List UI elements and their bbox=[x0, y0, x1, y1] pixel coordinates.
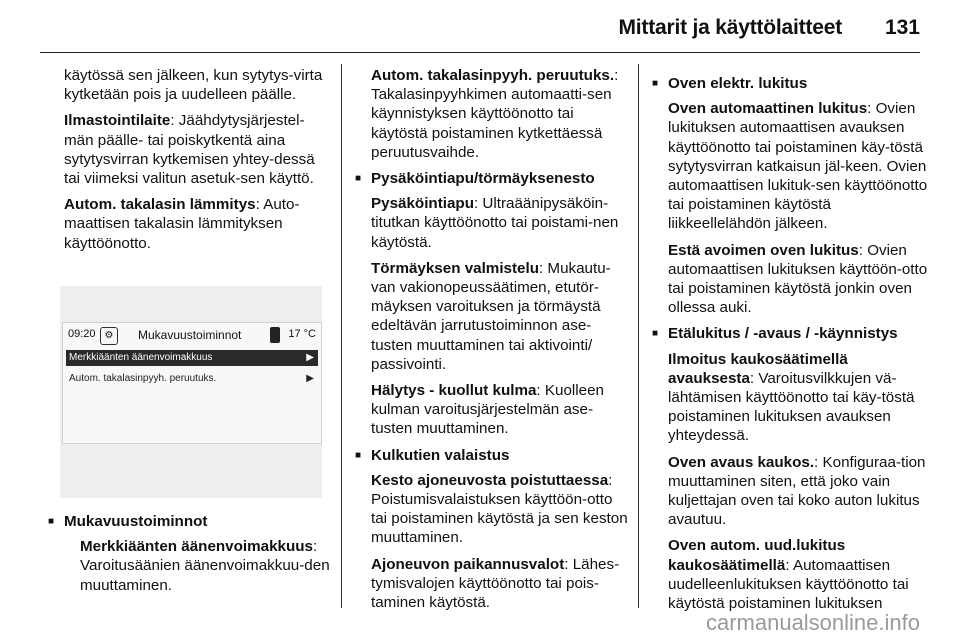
menu-item-label: Autom. takalasinpyyh. peruutuks. bbox=[69, 373, 217, 384]
page-title: Mittarit ja käyttölaitteet bbox=[618, 16, 842, 39]
term: Törmäyksen valmistelu bbox=[371, 259, 539, 277]
term: Oven avaus kaukos. bbox=[668, 453, 815, 471]
paragraph bbox=[652, 453, 928, 530]
description: : Varoitusvilkkujen vä-lähtämisen käyttöönotto tai käy-töstä poistaminen lukituksen avauksen yhteydessä. bbox=[668, 369, 915, 445]
header-divider bbox=[40, 52, 920, 53]
text-column-3 bbox=[652, 66, 928, 620]
paragraph bbox=[64, 537, 332, 595]
watermark: carmanualsonline.info bbox=[705, 610, 920, 635]
text-column-1 bbox=[64, 66, 332, 260]
paragraph bbox=[355, 194, 630, 252]
paragraph bbox=[355, 381, 630, 439]
paragraph: käytössä sen jälkeen, kun sytytys-virta kytketään pois ja uudelleen päälle. bbox=[64, 67, 323, 104]
display-title: Mukavuustoiminnot bbox=[138, 328, 242, 342]
description: : Konfiguraa-tion muuttaminen siten, että joko vain kuljettajan oven tai koko auton lukitus avautuu. bbox=[668, 453, 926, 529]
section-heading: ■ Pysäköintiapu/törmäyksenesto bbox=[371, 169, 630, 188]
chevron-right-icon: ▶ bbox=[306, 373, 314, 384]
term: Autom. takalasinpyyh. peruutuks. bbox=[371, 67, 615, 84]
section-heading: ■ Oven elektr. lukitus bbox=[668, 74, 928, 93]
description: : Mukautu-van vakionopeussäätimen, etutör-mäyksen varoituksen ja törmäystä edeltävän jarrutustoiminnon ase-tusten muuttaminen tai aktivointi/ passivointi. bbox=[371, 259, 611, 373]
description: : Auto-maattisen takalasin lämmityksen käyttöönotto. bbox=[64, 196, 300, 252]
description: : Ovien lukituksen automaattisen avauksen käyttöönotto tai poistaminen käy-töstä sytytysvirran katkaisun jäl-keen. Ovien automaattisen lukituk-sen käyttöönotto tai poistaminen käytöstä liikkeellelähdön jälkeen. bbox=[668, 100, 928, 233]
column-divider bbox=[341, 64, 342, 608]
paragraph bbox=[355, 259, 630, 374]
description: : Kuolleen kulman varoitusjärjestelmän ase-tusten muuttaminen. bbox=[371, 382, 604, 438]
text-column-2 bbox=[355, 66, 630, 619]
description: : Poistumisvalaistuksen käyttöön-otto tai poistaminen käytöstä ja sen keston muuttaminen. bbox=[371, 471, 628, 547]
display-time: 09:20 bbox=[68, 328, 96, 340]
term: Hälytys - kuollut kulma bbox=[371, 382, 537, 400]
section-heading: ■ Mukavuustoiminnot bbox=[64, 512, 332, 531]
text-column-1-lower bbox=[64, 512, 332, 602]
paragraph bbox=[355, 471, 630, 548]
term: Ajoneuvon paikannusvalot bbox=[371, 555, 565, 573]
term: Estä avoimen oven lukitus bbox=[668, 241, 859, 259]
display-illustration bbox=[60, 286, 322, 498]
term: Autom. takalasin lämmitys bbox=[64, 196, 256, 214]
display-menu-item bbox=[66, 371, 318, 387]
term: Ilmastointilaite bbox=[64, 112, 171, 130]
settings-icon: ⚙ bbox=[100, 327, 118, 345]
description: : Automaattisen uudelleenlukituksen käyttöönotto tai käytöstä poistaminen lukituksen bbox=[668, 556, 909, 613]
page-header bbox=[0, 0, 960, 52]
description: : Ultraäänipysäköin-titutkan käyttöönotto tai poistami-nen käytöstä. bbox=[371, 195, 619, 251]
term: Kesto ajoneuvosta poistuttaessa bbox=[371, 471, 609, 489]
display-menu-item-selected bbox=[66, 350, 318, 366]
paragraph bbox=[652, 99, 928, 233]
paragraph bbox=[652, 536, 928, 613]
description: : Jäähdytysjärjestel-män päälle- tai poiskytkentä aina sytytysvirran kytkemisen yhtey-dessä tai viimeksi valitun asetuk-sen käyttö. bbox=[64, 112, 315, 188]
section-heading: ■ Etälukitus / -avaus / -käynnistys bbox=[668, 324, 928, 343]
term: Ilmoitus kaukosäätimellä avauksesta bbox=[668, 350, 848, 387]
column-divider bbox=[638, 64, 639, 608]
thermometer-icon bbox=[270, 327, 280, 343]
paragraph bbox=[355, 66, 630, 162]
term: Oven automaattinen lukitus bbox=[668, 100, 868, 118]
paragraph bbox=[652, 350, 928, 446]
paragraph bbox=[652, 241, 928, 318]
description: : Varoitusäänien äänenvoimakkuu-den muuttaminen. bbox=[80, 538, 330, 594]
description: : Lähes-tymisvalojen käyttöönotto tai pois-taminen käytöstä. bbox=[371, 555, 620, 612]
menu-item-label: Merkkiäänten äänenvoimakkuus bbox=[69, 352, 213, 363]
term: Merkkiäänten äänenvoimakkuus bbox=[80, 538, 313, 556]
description: : Ovien automaattisen lukituksen käyttöön-otto tai poistaminen käytöstä jonkin oven ollessa auki. bbox=[668, 241, 928, 317]
display-top-bar bbox=[64, 325, 318, 347]
description: : Takalasinpyyhkimen automaatti-sen käynnistyksen käyttöönotto tai käytöstä poistaminen kytkettäessä peruutusvaihde. bbox=[371, 67, 619, 161]
paragraph bbox=[64, 111, 332, 188]
display-temperature: 17 °C bbox=[288, 328, 316, 340]
section-heading: ■ Kulkutien valaistus bbox=[371, 446, 630, 465]
term: Pysäköintiapu bbox=[371, 195, 474, 213]
page-number: 131 bbox=[884, 16, 920, 39]
term: Oven autom. uud.lukitus kaukosäätimellä bbox=[668, 537, 846, 574]
chevron-right-icon: ▶ bbox=[306, 352, 314, 363]
paragraph bbox=[355, 555, 630, 613]
paragraph bbox=[64, 195, 332, 253]
